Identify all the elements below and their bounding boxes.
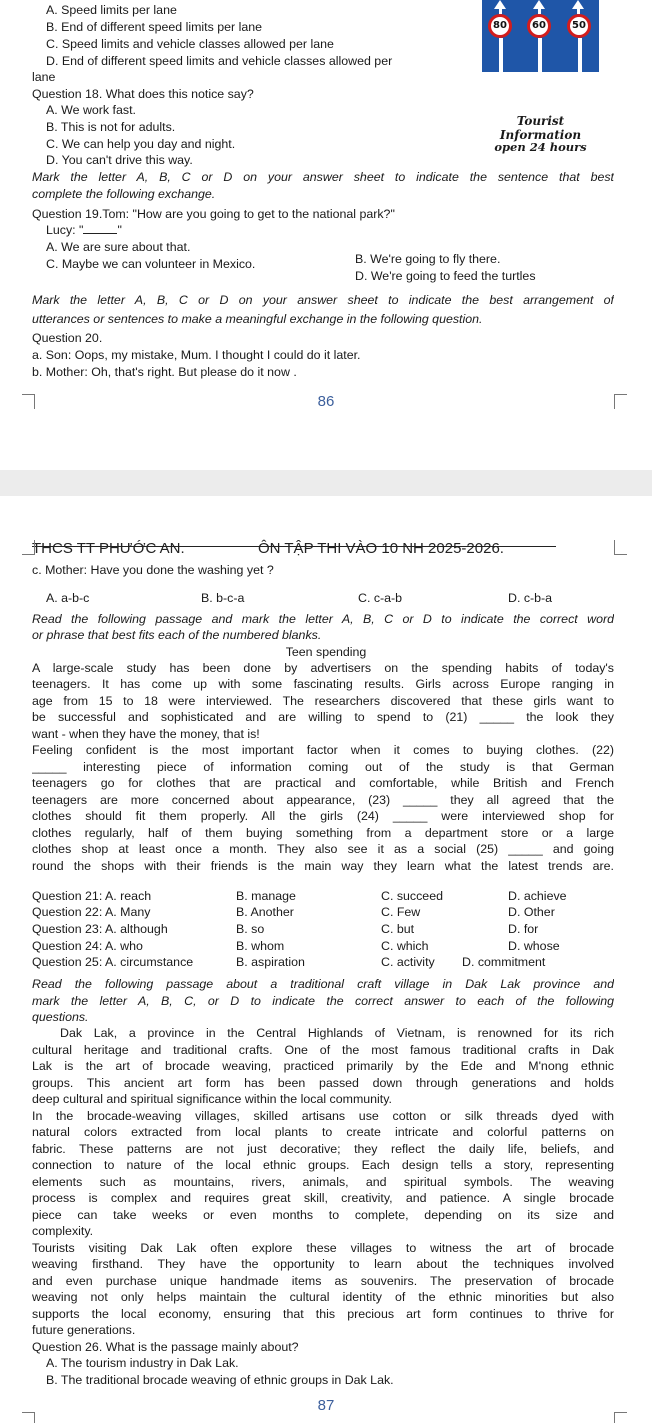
q22-option-b: B. Another [236,905,294,920]
passage2-line: connection to nature of the local ethnic groups. Each design tells a story, representing [32,1158,614,1172]
header-underline [32,546,556,547]
q20-line-b: b. Mother: Oh, that's right. But please do it now . [32,365,297,379]
passage1-line: want - when they have the money, that is! [32,727,260,741]
q19-lucy-line: Lucy: " " [46,223,122,237]
passage1-line: clothes regularly, half of them buying something from a department store or a large [32,826,614,840]
passage2-line: cultural heritage and traditional crafts. One of the most famous traditional crafts in Dak [32,1043,614,1057]
q22-option-c: C. Few [381,905,421,920]
instruction-passage2-line3: questions. [32,1010,89,1024]
page-number: 86 [317,393,335,410]
q25-option-b: B. aspiration [236,955,305,970]
passage1-line: be successful and sophisticated and are willing to spend to (21) _____ the look they [32,710,614,724]
q23-option-c: C. but [381,922,415,937]
header-school: THCS TT PHƯỚC AN. [32,540,185,557]
instruction-exchange-line1: Mark the letter A, B, C or D on your answer sheet to indicate the sentence that best [32,170,614,184]
instruction-arrangement-line2: utterances or sentences to make a meaningful exchange in the following question. [32,312,483,326]
speed-limit-60: 60 [527,14,551,38]
passage2-line: weaving not only helps maintain the cultural identity of the ethnic minorities but also [32,1290,614,1304]
passage1-line: teenagers. It has come up with some fascinating results. Girls across Europe ranging in [32,677,614,691]
q23-option-b: B. so [236,922,265,937]
passage2-line: Dak Lak, a province in the Central Highlands of Vietnam, is renowned for its rich [60,1026,614,1040]
q22-option-a: Question 22: A. Many [32,905,151,920]
instruction-passage2-line2: mark the letter A, B, C, or D to indicate the correct answer to each of the following [32,994,614,1008]
q25-option-d: D. commitment [462,955,546,970]
header-exam-title: ÔN TẬP THI VÀO 10 NH 2025-2026. [258,540,504,557]
q21-option-a: Question 21: A. reach [32,889,152,904]
q20-line-c: c. Mother: Have you done the washing yet ? [32,563,274,577]
q20-question: Question 20. [32,331,103,345]
q18-question: Question 18. What does this notice say? [32,87,254,101]
passage1-line: teenagers go for clothes that are practical and comfortable, while British and French [32,776,614,790]
passage1-line: A large-scale study has been done by advertisers on the spending habits of today's [32,661,614,675]
tourist-information-notice [482,108,599,166]
q18-option-c: C. We can help you day and night. [46,137,236,151]
passage1-line: _____ interesting piece of information coming out of the study is that German [32,760,614,774]
passage1-line: Feeling confident is the most important factor when it comes to buying clothes. (22) [32,743,614,757]
q18-option-a: A. We work fast. [46,103,136,117]
q19-option-c: C. Maybe we can volunteer in Mexico. [46,257,256,271]
q19-option-a: A. We are sure about that. [46,240,191,254]
q20-option-a: A. a-b-c [46,591,90,606]
q26-option-b: B. The traditional brocade weaving of ethnic groups in Dak Lak. [46,1373,394,1387]
passage2-line: and even purchase unique handmade items as souvenirs. The preservation of brocade [32,1274,614,1288]
q26-question: Question 26. What is the passage mainly about? [32,1340,299,1354]
q25-option-c: C. activity [381,955,435,970]
q20-option-b: B. b-c-a [201,591,245,606]
speed-limit-50: 50 [567,14,591,38]
passage2-line: future generations. [32,1323,136,1337]
q24-option-d: D. whose [508,939,560,954]
page-separator [0,470,652,496]
page-number: 87 [317,1397,335,1414]
instruction-exchange-line2: complete the following exchange. [32,187,216,201]
q19-option-b: B. We're going to fly there. [355,252,501,267]
passage1-line: clothes should fit them properly. All the girls (24) _____ were interviewed shop for [32,809,614,823]
tourist-sign-subtitle: open 24 hours [494,140,587,154]
passage2-line: elements such as mountains, rivers, animals, and spiritual symbols. The weaving [32,1175,614,1189]
passage2-line: In the brocade-weaving villages, skilled artisans use cotton or silk threads dyed with [32,1109,614,1123]
q23-option-d: D. for [508,922,539,937]
passage2-line: piece can take weeks or even months to complete, depending on its size and [32,1208,614,1222]
q23-option-a: Question 23: A. although [32,922,168,937]
passage2-line: fabric. These patterns are not just decorative; they reflect the daily life, beliefs, and [32,1142,614,1156]
q20-option-d: D. c-b-a [508,591,553,606]
passage1-line: age from 15 to 18 were interviewed. The researchers discovered that these girls want to [32,694,614,708]
q24-option-b: B. whom [236,939,285,954]
q24-option-a: Question 24: A. who [32,939,143,954]
passage1-title: Teen spending [285,645,367,659]
page-86 [0,0,652,470]
passage2-line: weaving firsthand. They have the opportunity to learn about the techniques involved [32,1257,614,1271]
q17-option-c: C. Speed limits and vehicle classes allowed per lane [46,37,334,51]
q20-line-a: a. Son: Oops, my mistake, Mum. I thought I could do it later. [32,348,361,362]
passage2-line: Lak is the art of brocade weaving, practiced primarily by the Ede and M'nong ethnic [32,1059,614,1073]
q17-option-d-cont: lane [32,70,56,84]
instruction-passage2-line1: Read the following passage about a traditional craft village in Dak Lak province and [32,977,614,991]
passage2-line: deep cultural and spiritual significance within the local community. [32,1092,392,1106]
passage2-line: complexity. [32,1224,94,1238]
speed-limit-lane-sign [482,0,599,72]
q21-option-b: B. manage [236,889,296,904]
speed-limit-80: 80 [488,14,512,38]
q26-option-a: A. The tourism industry in Dak Lak. [46,1356,239,1370]
q19-option-d: D. We're going to feed the turtles [355,269,536,284]
q18-option-d: D. You can't drive this way. [46,153,193,167]
q17-option-a: A. Speed limits per lane [46,3,177,17]
q17-option-d: D. End of different speed limits and vehicle classes allowed per [46,54,393,68]
passage2-line: Tourists visiting Dak Lak often explore these villages to witness the art of brocade [32,1241,614,1255]
instruction-arrangement-line1: Mark the letter A, B, C or D on your answer sheet to indicate the best arrangement of [32,293,614,307]
q19-question: Question 19.Tom: "How are you going to get to the national park?" [32,207,395,221]
q17-option-b: B. End of different speed limits per lane [46,20,263,34]
q20-option-c: C. c-a-b [358,591,403,606]
passage1-line: round the shops with their friends is the main way they learn what the latest trends are. [32,859,614,873]
passage1-line: teenagers are more concerned about appearance, (23) _____ they all agreed that the [32,793,614,807]
passage2-line: process is complex and requires great skill, creativity, and patience. A single brocade [32,1191,614,1205]
q24-option-c: C. which [381,939,429,954]
q21-option-d: D. achieve [508,889,567,904]
passage2-line: natural colors extracted from local plants to create intricate and colorful patterns on [32,1125,614,1139]
passage2-line: supports the local economy, ensuring that this precious art form continues to thrive for [32,1307,614,1321]
q18-option-b: B. This is not for adults. [46,120,176,134]
q22-option-d: D. Other [508,905,555,920]
q25-option-a: Question 25: A. circumstance [32,955,194,970]
q21-option-c: C. succeed [381,889,443,904]
passage1-line: clothes shop at least once a month. They also see it as a social (25) _____ and going [32,842,614,856]
instruction-passage1-line1: Read the following passage and mark the letter A, B, C or D to indicate the correct word [32,612,614,626]
instruction-passage1-line2: or phrase that best fits each of the numbered blanks. [32,628,322,642]
tourist-sign-title: Tourist Information [499,114,582,142]
passage2-line: groups. This ancient art form has been passed down through generations and holds [32,1076,614,1090]
